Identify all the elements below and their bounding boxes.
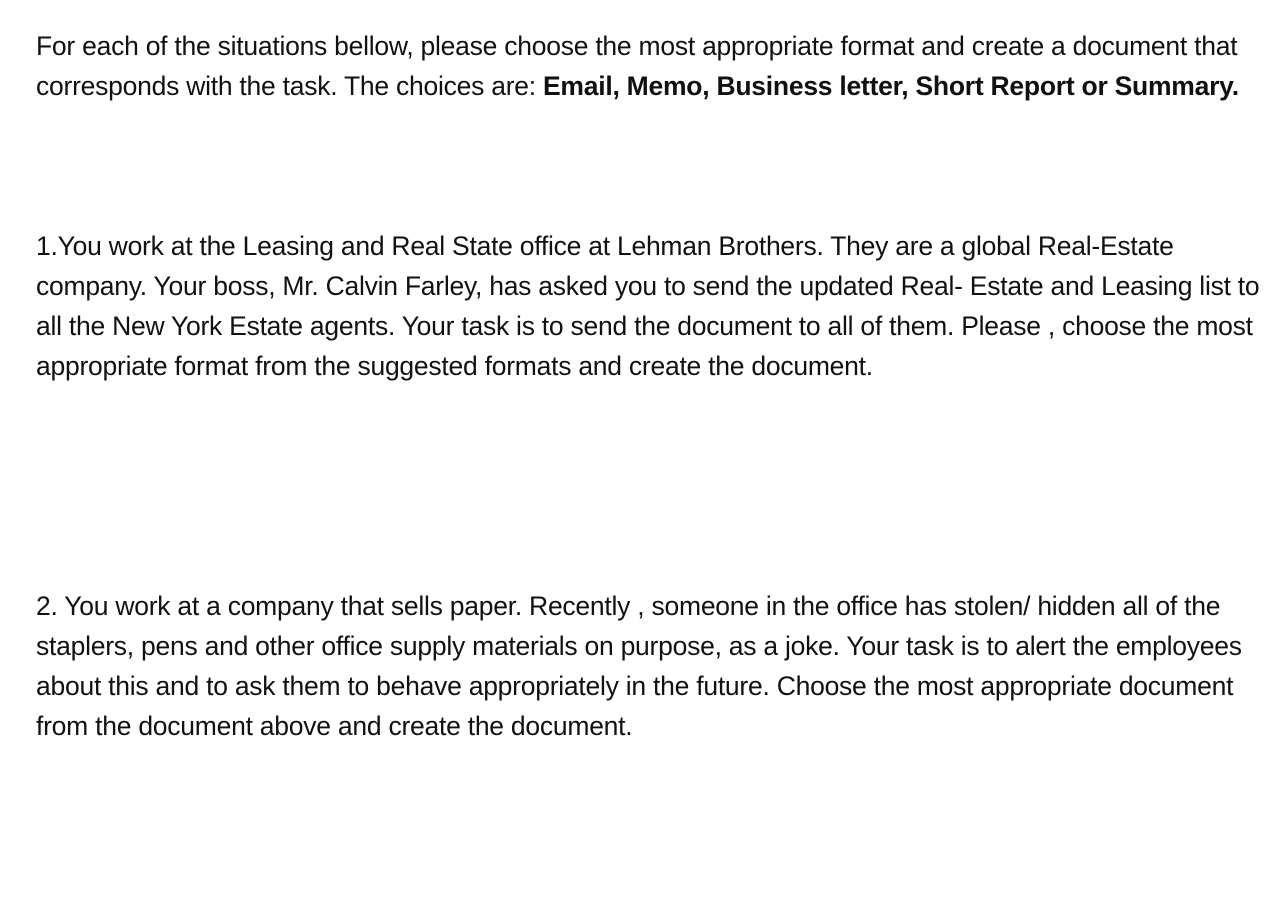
format-choices: Email, Memo, Business letter, Short Report or Summary. — [543, 71, 1239, 101]
paragraph-gap — [36, 386, 1261, 586]
paragraph-gap — [36, 106, 1261, 226]
situation-2-paragraph: 2. You work at a company that sells paper. Recently , someone in the office has stolen/ hidden all of the staplers, pens and other office supply materials on purpose, as a joke. Your task is to alert the employees about this and to ask them to behave appropriately in the future. Choose the most appropriate document from the document above and create the document. — [36, 591, 1242, 741]
intro-paragraph — [36, 26, 1261, 106]
document-page — [36, 26, 1261, 746]
situation-1-paragraph: 1.You work at the Leasing and Real State office at Lehman Brothers. They are a global Real-Estate company. Your boss, Mr. Calvin Farley, has asked you to send the updated Real- Estate and Leasing list to all the New York Estate agents. Your task is to send the document to all of them. Please , choose the most appropriate format from the suggested formats and create the document. — [36, 231, 1260, 381]
intro-text: For each of the situations bellow, please choose the most appropriate format and create a document that corresponds with the task. The choices are: — [36, 31, 1238, 101]
